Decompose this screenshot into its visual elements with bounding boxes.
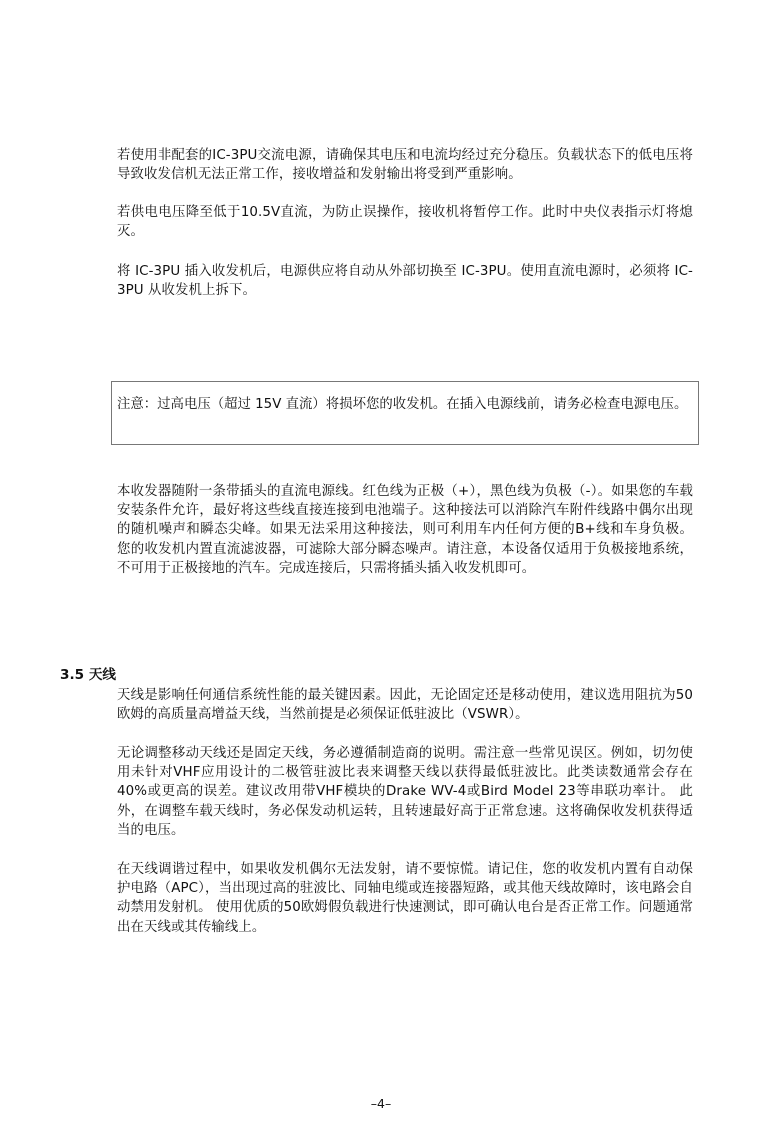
paragraph-ac-power-stability: 若使用非配套的IC-3PU交流电源，请确保其电压和电流均经过充分稳压。负载状态下的低电压将导致收发信机无法正常工作，接收增益和发射输出将受到严重影响。: [117, 148, 693, 183]
paragraph-antenna-importance: 天线是影响任何通信系统性能的最关键因素。因此，无论固定还是移动使用，建议选用阻抗为50欧姆的高质量高增益天线，当然前提是必须保证低驻波比（VSWR）。: [117, 688, 693, 723]
paragraph-low-voltage-shutdown: 若供电电压降至低于10.5V直流，为防止误操作，接收机将暂停工作。此时中央仪表指示灯将熄灭。: [117, 205, 693, 240]
paragraph-ic3pu-switching: 将 IC-3PU 插入收发机后，电源供应将自动从外部切换至 IC-3PU。使用直流电源时，必须将 IC-3PU 从收发机上拆下。: [117, 264, 693, 299]
page-number: –4–: [370, 1096, 392, 1111]
section-heading-antenna: 3.5 天线: [60, 667, 117, 683]
paragraph-antenna-adjustment: 无论调整移动天线还是固定天线，务必遵循制造商的说明。需注意一些常见误区。例如，切勿使用未针对VHF应用设计的二极管驻波比表来调整天线以获得最低驻波比。此类读数通常会存在40%或更高的误差。建议改用带VHF模块的Drake WV-4或Bird Model 23等串联功率计。 此外，在调整车载天线时，务必保发动机运转，且转速最好高于正常怠速。这将确保收发机获得适当的电压。: [117, 746, 693, 838]
paragraph-apc-protection: 在天线调谐过程中，如果收发机偶尔无法发射，请不要惊慌。请记住，您的收发机内置有自动保护电路（APC），当出现过高的驻波比、同轴电缆或连接器短路，或其他天线故障时，该电路会自动禁用发射机。 使用优质的50欧姆假负载进行快速测试，即可确认电台是否正常工作。问题通常出在天线或其传输线上。: [117, 862, 693, 935]
paragraph-dc-power-cable: 本收发器随附一条带插头的直流电源线。红色线为正极（+），黑色线为负极（-）。如果您的车载安装条件允许，最好将这些线直接连接到电池端子。这种接法可以消除汽车附件线路中偶尔出现的随机噪声和瞬态尖峰。如果无法采用这种接法，则可利用车内任何方便的B+线和车身负极。 您的收发机内置直流滤波器，可滤除大部分瞬态噪声。请注意，本设备仅适用于负极接地系统，不可用于正极接地的汽车。完成连接后，只需将插头插入收发机即可。: [117, 484, 693, 576]
caution-note-box: [111, 381, 699, 445]
caution-note-text: 注意：过高电压（超过 15V 直流）将损坏您的收发机。在插入电源线前，请务必检查电源电压。: [117, 397, 688, 412]
